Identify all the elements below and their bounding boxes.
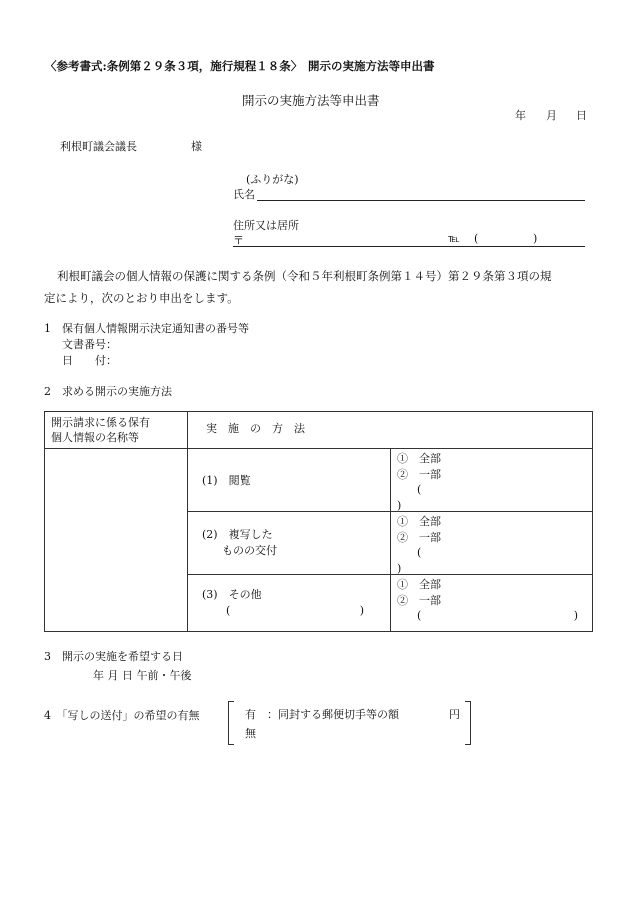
intro-line-2: 定により，次のとおり申出をします。: [44, 291, 239, 305]
option-part-copy-open: (: [417, 546, 422, 559]
option-part-view-open: (: [417, 483, 422, 496]
method-view-label: (1) 閲覧: [202, 474, 251, 487]
intro-line-1: 利根町議会の個人情報の保護に関する条例（令和５年利根町条例第１４号）第２９条第３項の規: [57, 269, 552, 283]
section1-heading: 1 保有個人情報開示決定通知書の番号等: [44, 322, 249, 335]
date-day: 日: [576, 109, 587, 122]
tel-open-paren: (: [474, 232, 479, 245]
option-cell-view[interactable]: [391, 449, 593, 512]
address-label: 住所又は居所: [233, 219, 299, 232]
header-method-label: 実 施 の 方 法: [206, 422, 305, 435]
method-copy-line2: ものの交付: [222, 544, 277, 557]
option-cell-copy[interactable]: [391, 512, 593, 575]
name-field-line[interactable]: [257, 200, 585, 201]
option-all-view[interactable]: ① 全部: [397, 452, 441, 465]
name-label: 氏名: [233, 188, 255, 201]
option-all-other[interactable]: ① 全部: [397, 578, 441, 591]
option-part-other-open: (: [417, 609, 422, 622]
method-other-open[interactable]: (: [226, 604, 231, 617]
document-title: 開示の実施方法等申出書: [242, 93, 380, 108]
header-method-cell: [188, 412, 593, 449]
date-month: 月: [546, 109, 557, 122]
disclosure-method-table: [44, 411, 593, 632]
method-cell-copy: [188, 512, 391, 575]
method-other-line1: (3) その他: [202, 588, 262, 601]
tel-close-paren: ): [533, 232, 538, 245]
left-bracket: [228, 701, 234, 745]
option-part-copy-close: ): [397, 561, 402, 575]
postal-mark: 〒: [233, 234, 244, 247]
method-cell-view: [188, 449, 391, 512]
address-field-line[interactable]: [233, 246, 585, 247]
method-copy-line1: (2) 複写した: [202, 528, 273, 541]
doc-number-label: 文書番号：: [62, 338, 117, 351]
method-other-close: ): [359, 604, 364, 617]
header-info-name-line2: 個人情報の名称等: [51, 431, 139, 444]
option-part-other[interactable]: ② 一部: [397, 593, 441, 607]
option-part-view[interactable]: ② 一部: [397, 467, 441, 481]
option-all-copy[interactable]: ① 全部: [397, 515, 441, 528]
addressee-honorific: 様: [191, 140, 202, 153]
form-reference-note: 〈参考書式:条例第２９条３項，施行規程１８条〉 開示の実施方法等申出書: [45, 59, 435, 73]
header-info-name-line1: 開示請求に係る保有: [51, 416, 150, 429]
section3-heading: 3 開示の実施を希望する日: [44, 650, 183, 663]
furigana-label: (ふりがな): [246, 173, 299, 186]
section2-heading: 2 求める開示の実施方法: [44, 385, 172, 398]
option-part-other-close: ): [573, 609, 578, 622]
mailing-no-option[interactable]: 無: [245, 727, 256, 740]
date-year: 年: [515, 109, 526, 122]
method-cell-other: [188, 575, 391, 632]
addressee-name: 利根町議会議長: [60, 140, 137, 153]
option-part-copy[interactable]: ② 一部: [397, 530, 441, 544]
section4-heading: 4 「写しの送付」の希望の有無: [44, 709, 200, 722]
desired-date-value[interactable]: 年 月 日 午前・午後: [93, 669, 192, 682]
mailing-yes-option[interactable]: 有 ：同封する郵便切手等の額: [245, 708, 399, 721]
stamp-yen-unit: 円: [449, 708, 460, 721]
header-info-name-cell: [45, 412, 188, 449]
option-cell-other[interactable]: [391, 575, 593, 632]
notice-date-label: 日 付：: [62, 354, 117, 367]
info-name-input-cell[interactable]: [45, 449, 188, 632]
option-part-view-close: ): [397, 498, 402, 512]
right-bracket: [465, 701, 471, 745]
tel-mark: ℡: [448, 232, 460, 245]
